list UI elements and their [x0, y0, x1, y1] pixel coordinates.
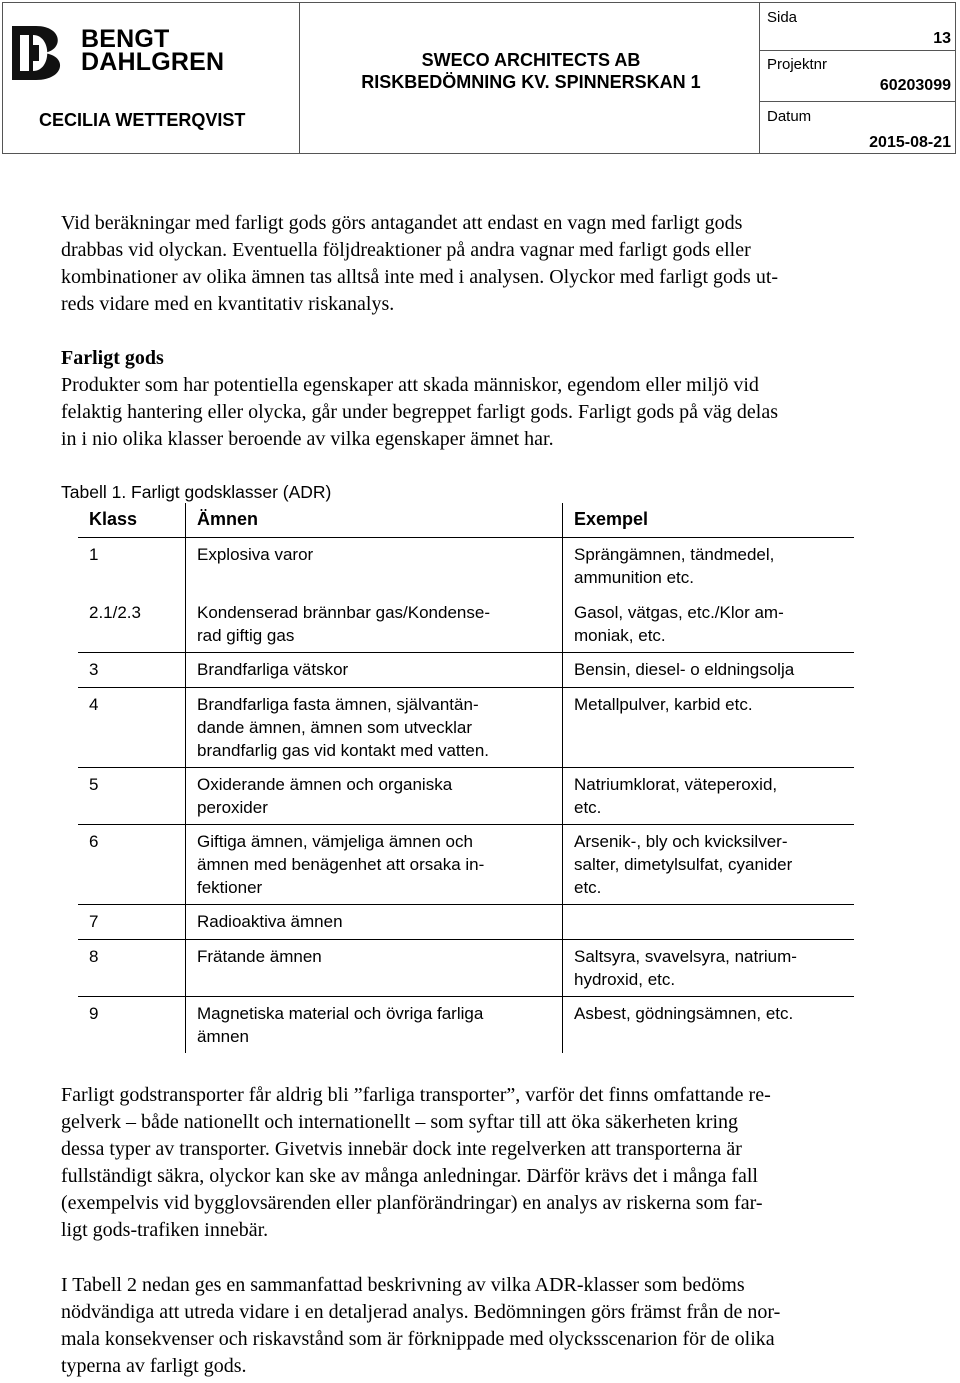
- cell-line: dande ämnen, ämnen som utvecklar: [197, 718, 472, 737]
- cell-line: etc.: [574, 878, 602, 897]
- company-logo-icon: [12, 26, 72, 80]
- cell-line: Giftiga ämnen, vämjeliga ämnen och: [197, 832, 473, 851]
- text-line: Vid beräkningar med farligt gods görs antagandet att endast en vagn med farligt gods: [61, 212, 743, 234]
- cell-line: Gasol, vätgas, etc./Klor am-: [574, 603, 784, 622]
- row-divider: [78, 939, 854, 940]
- document-title: RISKBEDÖMNING KV. SPINNERSKAN 1: [361, 72, 701, 92]
- text-line: ligt gods-trafiken innebär.: [61, 1219, 269, 1241]
- column-divider: [185, 503, 186, 1053]
- row-klass: 7: [89, 912, 99, 931]
- logo-line: DAHLGREN: [81, 48, 225, 76]
- row-exempel: [574, 1002, 793, 1025]
- page-number: 13: [933, 30, 951, 47]
- tabell2-paragraph: [61, 1272, 911, 1380]
- header-amnen: Ämnen: [197, 509, 259, 529]
- row-klass: 2.1/2.3: [89, 603, 141, 622]
- text-line: reds vidare med en kvantitativ riskanalys.: [61, 293, 395, 315]
- row-exempel: [574, 601, 784, 647]
- cell-line: Explosiva varor: [197, 545, 314, 564]
- row-amnen: [197, 773, 452, 819]
- row-exempel: [574, 830, 792, 899]
- row-divider: [78, 537, 854, 538]
- cell-line: Saltsyra, svavelsyra, natrium-: [574, 947, 797, 966]
- cell-line: Brandfarliga vätskor: [197, 660, 349, 679]
- cell-line: peroxider: [197, 798, 268, 817]
- row-divider: [78, 687, 854, 688]
- cell-line: Oxiderande ämnen och organiska: [197, 775, 453, 794]
- text-line: Produkter som har potentiella egenskaper att skada människor, egendom eller miljö vid: [61, 374, 759, 396]
- row-klass: 9: [89, 1004, 99, 1023]
- row-exempel: [574, 773, 777, 819]
- company-name: SWECO ARCHITECTS AB: [421, 50, 641, 70]
- transport-paragraph: [61, 1082, 911, 1244]
- row-amnen: [197, 543, 313, 566]
- text-line: drabbas vid olyckan. Eventuella följdreaktioner på andra vagnar med farligt gods eller: [61, 239, 751, 261]
- text-line: kombinationer av olika ämnen tas alltså inte med i analysen. Olyckor med farligt gods ut-: [61, 266, 779, 288]
- cell-line: Metallpulver, karbid etc.: [574, 695, 753, 714]
- cell-line: ammunition etc.: [574, 568, 694, 587]
- cell-line: salter, dimetylsulfat, cyanider: [574, 855, 793, 874]
- text-line: dessa typer av transporter. Givetvis innebär dock inte regelverken att transporterna är: [61, 1138, 742, 1160]
- header-klass: Klass: [89, 509, 138, 529]
- cell-line: Sprängämnen, tändmedel,: [574, 545, 775, 564]
- row-klass: 3: [89, 660, 99, 679]
- text-line: mala konsekvenser och riskavstånd som är förknippade med olycksscenarion för de olika: [61, 1328, 775, 1350]
- row-amnen: [197, 693, 489, 762]
- row-klass: 8: [89, 947, 99, 966]
- row-klass: 5: [89, 775, 99, 794]
- row-amnen: [197, 945, 322, 968]
- cell-line: Arsenik-, bly och kvicksilver-: [574, 832, 788, 851]
- column-divider: [562, 503, 563, 1053]
- row-amnen: [197, 658, 348, 681]
- date-label: Datum: [767, 108, 812, 125]
- cell-line: Kondenserad brännbar gas/Kondense-: [197, 603, 490, 622]
- row-divider: [78, 904, 854, 905]
- row-divider: [78, 824, 854, 825]
- row-exempel: [574, 693, 753, 716]
- row-amnen: [197, 830, 484, 899]
- text-line: I Tabell 2 nedan ges en sammanfattad beskrivning av vilka ADR-klasser som bedöms: [61, 1274, 745, 1296]
- row-amnen: [197, 910, 343, 933]
- text-line: nödvändiga att utreda vidare i en detaljerad analys. Bedömningen görs främst från de nor-: [61, 1301, 781, 1323]
- cell-line: etc.: [574, 798, 602, 817]
- text-line: gelverk – både nationellt och internationellt – som syftar till att öka säkerheten kring: [61, 1111, 739, 1133]
- text-line: fullständigt säkra, olyckor kan ske av många anledningar. Därför krävs det i många fall: [61, 1165, 758, 1187]
- logo-line: BENGT: [81, 25, 170, 53]
- row-divider: [78, 996, 854, 997]
- author-name: CECILIA WETTERQVIST: [39, 110, 246, 130]
- table-caption: Tabell 1. Farligt godsklasser (ADR): [61, 482, 332, 502]
- text-line: felaktig hantering eller olycka, går under begreppet farligt gods. Farligt gods på väg delas: [61, 401, 778, 423]
- cell-line: Magnetiska material och övriga farliga: [197, 1004, 484, 1023]
- text-line: Farligt godstransporter får aldrig bli ”farliga transporter”, varför det finns omfattande re-: [61, 1084, 771, 1106]
- cell-line: brandfarlig gas vid kontakt med vatten.: [197, 741, 489, 760]
- row-divider: [78, 652, 854, 653]
- row-amnen: [197, 1002, 483, 1048]
- cell-line: Brandfarliga fasta ämnen, självantän-: [197, 695, 479, 714]
- cell-line: Natriumklorat, väteperoxid,: [574, 775, 778, 794]
- cell-line: Asbest, gödningsämnen, etc.: [574, 1004, 794, 1023]
- cell-line: ämnen: [197, 1027, 249, 1046]
- text-line: (exempelvis vid bygglovsärenden eller planförändringar) en analys av riskerna som far-: [61, 1192, 763, 1214]
- cell-line: Frätande ämnen: [197, 947, 322, 966]
- row-amnen: [197, 601, 490, 647]
- date-value: 2015-08-21: [869, 134, 951, 151]
- cell-line: hydroxid, etc.: [574, 970, 676, 989]
- cell-line: fektioner: [197, 878, 263, 897]
- row-exempel: [574, 543, 774, 589]
- row-exempel: [574, 658, 794, 681]
- project-label: Projektnr: [767, 56, 828, 73]
- cell-line: Bensin, diesel- o eldningsolja: [574, 660, 795, 679]
- row-klass: 6: [89, 832, 99, 851]
- row-exempel: [574, 945, 797, 991]
- row-klass: 1: [89, 545, 99, 564]
- cell-line: rad giftig gas: [197, 626, 295, 645]
- header-exempel: Exempel: [574, 509, 649, 529]
- project-number: 60203099: [879, 77, 951, 94]
- text-line: typerna av farligt gods.: [61, 1355, 247, 1377]
- row-klass: 4: [89, 695, 99, 714]
- row-divider: [78, 767, 854, 768]
- page-label: Sida: [767, 9, 798, 26]
- text-line: in i nio olika klasser beroende av vilka egenskaper ämnet har.: [61, 428, 554, 450]
- section-heading: Farligt gods: [61, 347, 164, 369]
- cell-line: ämnen med benägenhet att orsaka in-: [197, 855, 485, 874]
- cell-line: Radioaktiva ämnen: [197, 912, 343, 931]
- cell-line: moniak, etc.: [574, 626, 666, 645]
